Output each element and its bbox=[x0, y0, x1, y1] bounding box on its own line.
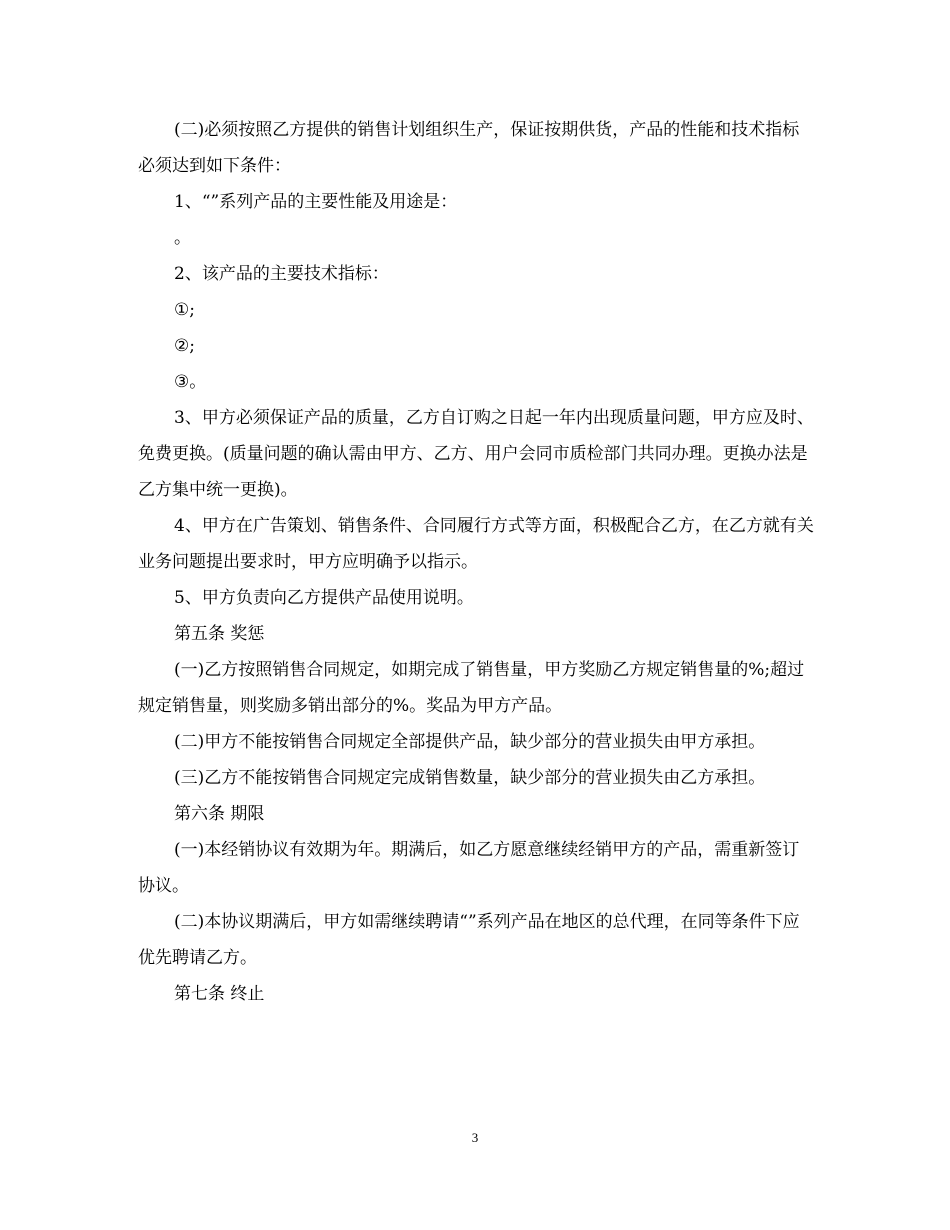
clause-paragraph: ①; bbox=[174, 300, 195, 320]
clause-paragraph: 2、该产品的主要技术指标： bbox=[174, 264, 389, 284]
clause-paragraph: (二)本协议期满后，甲方如需继续聘请“”系列产品在地区的总代理，在同等条件下应优先聘请乙方。 bbox=[138, 912, 800, 968]
clause-paragraph: ②; bbox=[174, 336, 195, 356]
clause-paragraph: 4、甲方在广告策划、销售条件、合同履行方式等方面，积极配合乙方，在乙方就有关业务问题提出要求时，甲方应明确予以指示。 bbox=[138, 516, 814, 572]
clause-paragraph: 。 bbox=[174, 228, 191, 248]
clause-paragraph: (三)乙方不能按销售合同规定完成销售数量，缺少部分的营业损失由乙方承担。 bbox=[174, 768, 766, 788]
clause-paragraph: (二)甲方不能按销售合同规定全部提供产品，缺少部分的营业损失由甲方承担。 bbox=[174, 732, 766, 752]
document-body bbox=[138, 112, 816, 1012]
clause-paragraph: 5、甲方负责向乙方提供产品使用说明。 bbox=[174, 588, 474, 608]
clause-paragraph: (一)乙方按照销售合同规定，如期完成了销售量，甲方奖励乙方规定销售量的%;超过规定销售量，则奖励多销出部分的%。奖品为甲方产品。 bbox=[138, 660, 805, 716]
article-heading: 第六条 期限 bbox=[174, 804, 265, 824]
clause-paragraph: ③。 bbox=[174, 372, 207, 392]
article-heading: 第七条 终止 bbox=[174, 984, 265, 1004]
article-heading: 第五条 奖惩 bbox=[174, 624, 265, 644]
page-number: 3 bbox=[471, 1130, 479, 1145]
clause-paragraph: 1、“”系列产品的主要性能及用途是： bbox=[174, 192, 458, 212]
clause-paragraph: (二)必须按照乙方提供的销售计划组织生产，保证按期供货，产品的性能和技术指标必须达到如下条件： bbox=[138, 120, 800, 176]
clause-paragraph: 3、甲方必须保证产品的质量，乙方自订购之日起一年内出现质量问题，甲方应及时、免费更换。(质量问题的确认需由甲方、乙方、用户会同市质检部门共同办理。更换办法是乙方集中统一更换)。 bbox=[138, 408, 814, 500]
clause-paragraph: (一)本经销协议有效期为年。期满后，如乙方愿意继续经销甲方的产品，需重新签订协议。 bbox=[138, 840, 800, 896]
